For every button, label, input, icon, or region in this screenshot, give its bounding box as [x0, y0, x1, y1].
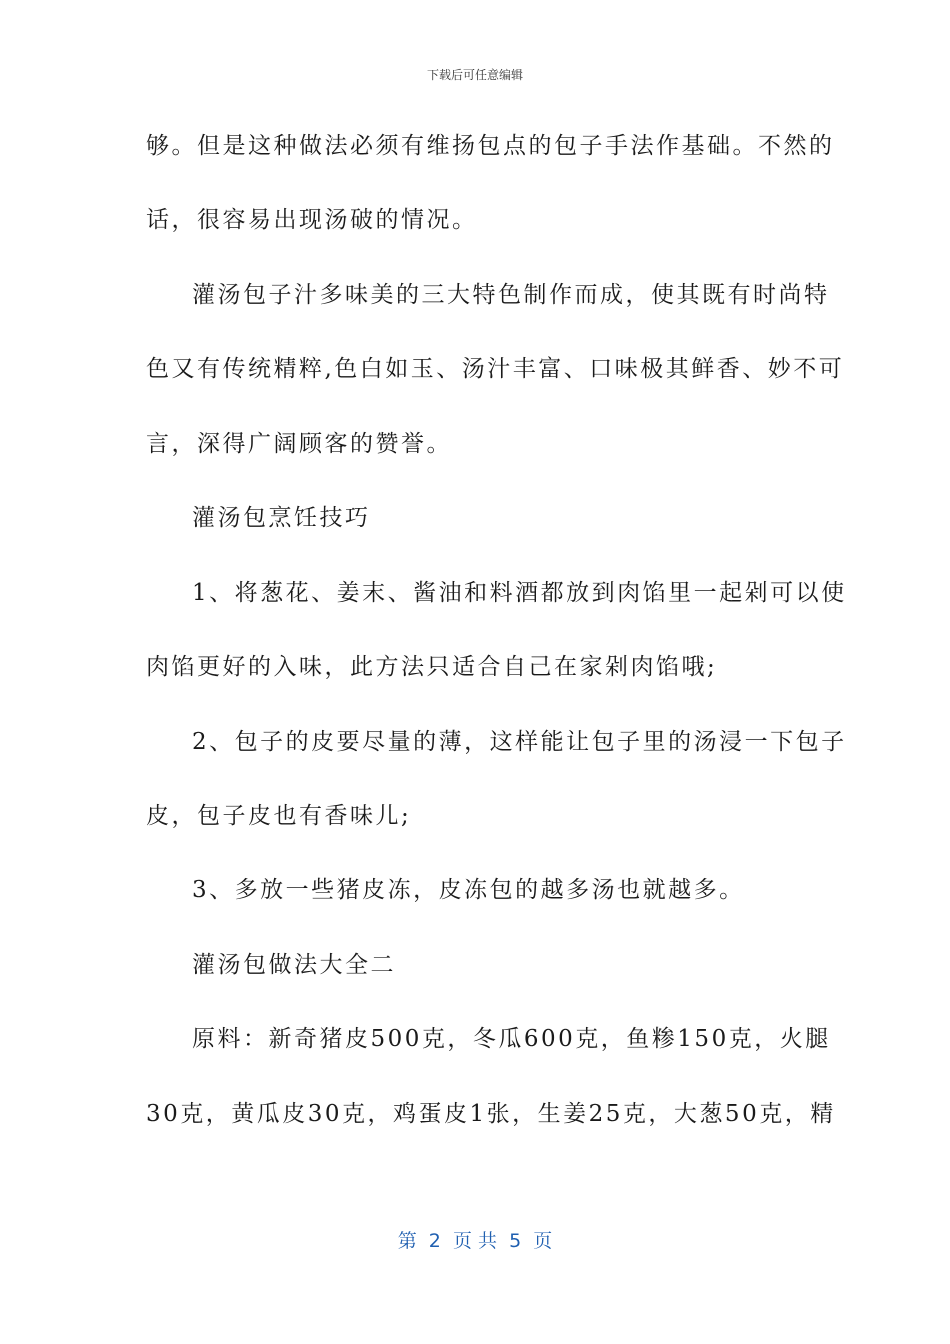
- page-header: 下载后可任意编辑: [426, 68, 523, 82]
- page-number: 第 2 页 共 5 页: [397, 1230, 553, 1252]
- text-line: 1、将葱花、姜末、酱油和料酒都放到肉馅里一起剁可以使: [192, 580, 847, 606]
- text-line: 言，深得广阔顾客的赞誉。: [146, 431, 452, 457]
- text-line: 3、多放一些猪皮冻，皮冻包的越多汤也就越多。: [192, 877, 745, 903]
- text-line: 原料：新奇猪皮500克，冬瓜600克，鱼糁150克，火腿: [192, 1026, 831, 1052]
- text-line: 够。但是这种做法必须有维扬包点的包子手法作基础。不然的: [146, 133, 835, 159]
- text-line: 皮，包子皮也有香味儿;: [146, 803, 412, 829]
- text-line: 2、包子的皮要尽量的薄，这样能让包子里的汤浸一下包子: [192, 729, 847, 755]
- section-heading: 灌汤包烹饪技巧: [192, 505, 371, 531]
- text-line: 30克，黄瓜皮30克，鸡蛋皮1张，生姜25克，大葱50克，精: [146, 1101, 836, 1127]
- text-line: 话，很容易出现汤破的情况。: [146, 207, 478, 233]
- text-line: 灌汤包子汁多味美的三大特色制作而成，使其既有时尚特: [192, 282, 830, 308]
- section-heading: 灌汤包做法大全二: [192, 952, 396, 978]
- text-line: 肉馅更好的入味，此方法只适合自己在家剁肉馅哦;: [146, 654, 718, 680]
- text-line: 色又有传统精粹,色白如玉、汤汁丰富、口味极其鲜香、妙不可: [146, 356, 845, 382]
